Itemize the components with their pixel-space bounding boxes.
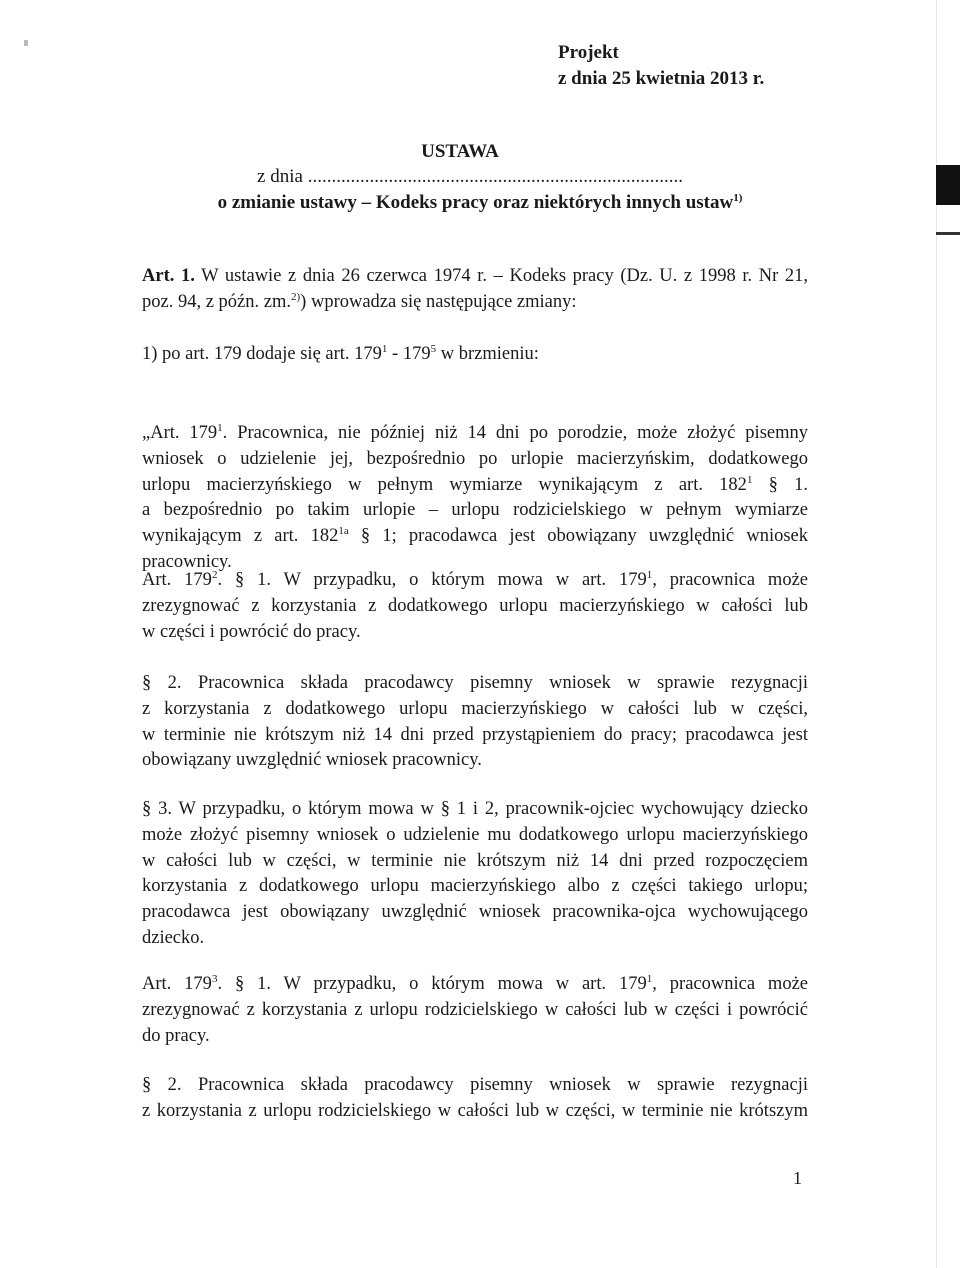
scan-speck xyxy=(24,40,28,46)
draft-stamp xyxy=(558,40,764,92)
act-subject xyxy=(180,192,780,214)
article-179-3 xyxy=(142,972,808,1049)
paragraph-line: wynikającym z art. $182^{1a}$ § 1; pracodawca jest obowiązany uwzględnić wniosek xyxy=(142,525,808,547)
act-subject-text: o zmianie ustawy – Kodeks pracy oraz niektórych innych ustaw xyxy=(217,192,734,213)
article-1-line: poz. 94, z późn. zm.$^{2)}$) wprowadza się następujące zmiany: xyxy=(142,290,577,312)
paragraph-line: korzystania z dodatkowego urlopu macierzyńskiego albo z części takiego urlopu; xyxy=(142,876,808,897)
paragraph-line: z korzystania z dodatkowego urlopu macierzyńskiego w całości lub w części, xyxy=(142,698,808,719)
paragraph-line: urlopu macierzyńskiego w pełnym wymiarze wynikającym z art. $182^1$ § 1. xyxy=(142,473,808,495)
paragraph-line: w całości lub w części, w terminie nie krótszym niż 14 dni przed rozpoczęciem xyxy=(142,850,808,871)
paragraph-line: zrezygnować z korzystania z urlopu rodzicielskiego w całości lub w części i powrócić xyxy=(142,999,808,1020)
act-title: USTAWA xyxy=(421,141,499,162)
article-179-2 xyxy=(142,568,808,645)
article-179-3-section-2 xyxy=(142,1073,808,1125)
article-179-2-section-2 xyxy=(142,671,808,774)
article-1 xyxy=(142,264,808,316)
draft-label: Projekt xyxy=(558,42,619,63)
paragraph-line: a bezpośrednio po takim urlopie – urlopu rodzicielskiego w pełnym wymiarze xyxy=(142,500,808,521)
paragraph-line: § 3. W przypadku, o którym mowa w § 1 i 2, pracownik-ojciec wychowujący dziecko xyxy=(142,799,808,819)
paragraph-line: z korzystania z urlopu rodzicielskiego w całości lub w części, w terminie nie krótszym xyxy=(142,1100,808,1121)
paragraph-line: Art. $179^2$. § 1. W przypadku, o którym mowa w art. $179^1$, pracownica może xyxy=(142,569,808,590)
paragraph-line: wniosek o udzielenie jej, bezpośrednio po urlopie macierzyńskim, dodatkowego xyxy=(142,448,808,469)
footnote-ref: 2) xyxy=(291,290,301,303)
paragraph-line: dziecko. xyxy=(142,927,205,948)
paragraph-line: do pracy. xyxy=(142,1025,210,1046)
paragraph-line: § 2. Pracownica składa pracodawcy pisemny wniosek w sprawie rezygnacji xyxy=(142,1075,808,1095)
point-1 xyxy=(142,342,808,368)
paragraph-line: „Art. $179^1$. Pracownica, nie później niż 14 dni po porodzie, może złożyć pisemny xyxy=(142,422,808,443)
article-179-1 xyxy=(142,421,808,576)
paragraph-line: Art. $179^3$. § 1. W przypadku, o którym mowa w art. $179^1$, pracownica może xyxy=(142,973,808,994)
paragraph-line: w terminie nie krótszym niż 14 dni przed przystąpieniem do pracy; pracodawca jest xyxy=(142,724,808,745)
paragraph-line: obowiązany uwzględnić wniosek pracownicy. xyxy=(142,750,482,771)
article-179-2-section-3 xyxy=(142,797,808,952)
article-1-line: Art. 1. W ustawie z dnia 26 czerwca 1974 r. – Kodeks pracy (Dz. U. z 1998 r. Nr 21, xyxy=(142,266,809,286)
article-1-label: Art. 1. xyxy=(142,266,195,286)
act-date-line: z dnia ............................................................................... xyxy=(257,166,683,187)
scan-marker-line xyxy=(936,232,960,235)
paragraph-line: pracodawca jest obowiązany uwzględnić wniosek pracownika-ojca wychowującego xyxy=(142,902,808,923)
paragraph-line: zrezygnować z korzystania z dodatkowego urlopu macierzyńskiego w całości lub xyxy=(142,595,808,616)
act-subject-footnote: 1) xyxy=(733,192,743,204)
draft-date: z dnia 25 kwietnia 2013 r. xyxy=(558,68,765,89)
page-number: 1 xyxy=(793,1168,802,1188)
paragraph-line: pracownicy. xyxy=(142,551,232,572)
point-1-line: 1) po art. 179 dodaje się art. $179^1 - 179^5$ w brzmieniu: xyxy=(142,343,539,364)
paragraph-line: § 2. Pracownica składa pracodawcy pisemny wniosek w sprawie rezygnacji xyxy=(142,673,808,693)
scan-marker xyxy=(936,165,960,205)
paragraph-line: w części i powrócić do pracy. xyxy=(142,621,361,642)
paragraph-line: może złożyć pisemny wniosek o udzielenie mu dodatkowego urlopu macierzyńskiego xyxy=(142,824,808,845)
